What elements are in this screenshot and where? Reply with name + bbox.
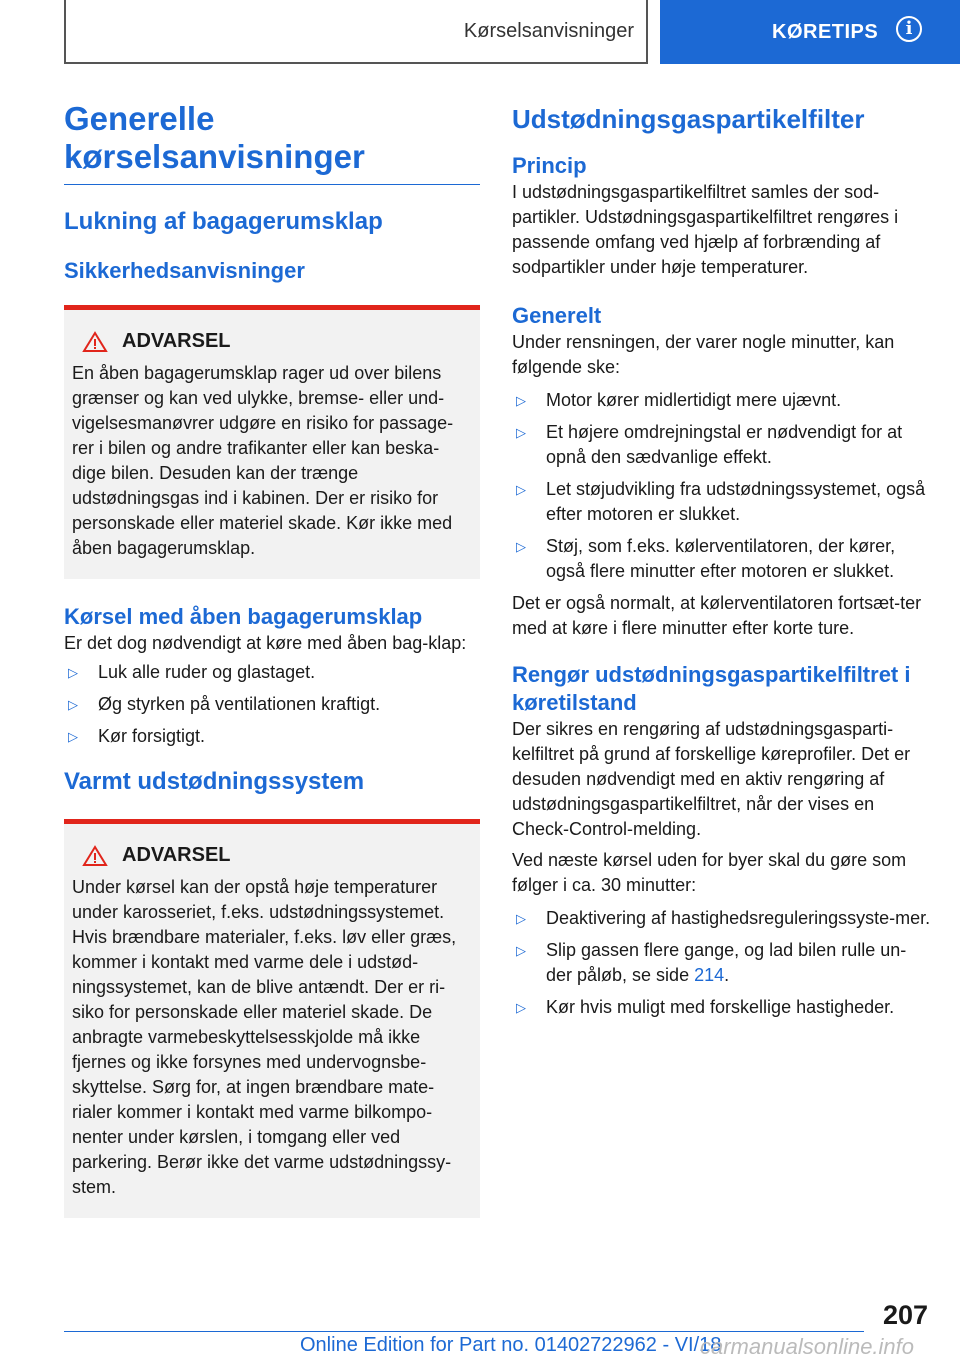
triangle-bullet-icon: ▷	[516, 911, 526, 926]
page-reference-link[interactable]: 214	[694, 965, 725, 985]
list-item: ▷ Et højere omdrejningstal er nødvendigt for at opnå den sædvanlige effekt.	[512, 420, 932, 470]
warning-label: ADVARSEL	[122, 330, 231, 352]
left-column	[64, 100, 480, 1218]
right-column	[512, 100, 932, 1027]
heading-rengor: Rengør udstødningsgaspartikelfiltret i køretilstand	[512, 662, 911, 715]
list-item: ▷ Deaktivering af hastighedsreguleringssyste-mer.	[512, 906, 932, 931]
heading-princip: Princip	[512, 153, 587, 178]
footer-rule	[64, 1331, 864, 1332]
triangle-bullet-icon: ▷	[516, 943, 526, 958]
bullet-list	[64, 660, 480, 749]
paragraph: Under rensningen, der varer nogle minutter, kan følgende ske:	[512, 332, 895, 377]
triangle-bullet-icon: ▷	[516, 482, 526, 497]
triangle-bullet-icon: ▷	[68, 729, 78, 744]
heading-filter: Udstødningsgaspartikelfilter	[512, 104, 865, 134]
list-item: ▷ Øg styrken på ventilationen kraftigt.	[64, 692, 480, 717]
footer-edition: Online Edition for Part no. 01402722962 - VI/18	[300, 1334, 722, 1356]
warning-header	[72, 330, 470, 353]
warning-triangle-icon	[82, 331, 108, 353]
triangle-bullet-icon: ▷	[516, 393, 526, 408]
paragraph: Ved næste kørsel uden for byer skal du gøre som følger i ca. 30 minutter:	[512, 850, 907, 895]
warning-text: En åben bagagerumsklap rager ud over bilens grænser og kan ved ulykke, bremse- eller und-vigelsesmanøvrer udgøre en risiko for passage-rer i bilen og andre trafikanter eller kan beska-dige bilen. Desuden kan der trænge udstødningsgas ind i kabinen. Der er risiko for personskade eller materiel skade. Kør ikke med åben bagagerumsklap.	[72, 363, 454, 558]
triangle-bullet-icon: ▷	[516, 425, 526, 440]
watermark: carmanualsonline.info	[700, 1334, 915, 1359]
header-chapter-title: KØRETIPS	[772, 20, 879, 43]
triangle-bullet-icon: ▷	[68, 697, 78, 712]
triangle-bullet-icon: ▷	[516, 539, 526, 554]
triangle-bullet-icon: ▷	[68, 665, 78, 680]
list-item: ▷ Let støjudvikling fra udstødningssystemet, også efter motoren er slukket.	[512, 477, 932, 527]
list-item: ▷ Kør forsigtigt.	[64, 724, 480, 749]
list-item: ▷ Slip gassen flere gange, og lad bilen rulle un-der påløb, se side 214.	[512, 938, 932, 988]
heading-korsel: Kørsel med åben bagagerumsklap	[64, 604, 423, 629]
info-icon[interactable]: i	[896, 16, 922, 42]
warning-text: Under kørsel kan der opstå høje temperaturer under karosseriet, f.eks. udstødningssystemet. Hvis brændbare materialer, f.eks. løv eller græs, kommer i kontakt med varme dele i udstød-ningssystemet, kan de blive antændt. Der er ri-siko for personskade eller materiel skade. De anbragte varmebeskyttelsesskjolde må ikke fjernes og ikke forsynes med undervognsbe-skyttelse. Sørg for, at ingen brændbare mate-rialer kommer i kontakt med varme bilkompo-nenter under kørslen, i tomgang eller ved parkering. Berør ikke det varme udstødningssy-stem.	[72, 877, 457, 1197]
paragraph: Det er også normalt, at kølerventilatoren fortsæt-ter med at køre i flere minutter efter korte ture.	[512, 593, 922, 638]
heading-sikkerhed: Sikkerhedsanvisninger	[64, 258, 305, 283]
list-item: ▷ Motor kører midlertidigt mere ujævnt.	[512, 388, 932, 413]
paragraph: Der sikres en rengøring af udstødningsgasparti-kelfiltret på grund af forskellige køreprofiler. Det er desuden nødvendigt med en aktiv rengøring af udstødningsgaspartikelfiltret, når der vises en Check-Control-melding.	[512, 719, 911, 839]
warning-box-1	[64, 305, 480, 579]
warning-label: ADVARSEL	[122, 844, 231, 866]
warning-header	[72, 844, 470, 867]
bullet-list	[512, 388, 932, 584]
triangle-bullet-icon: ▷	[516, 1000, 526, 1015]
paragraph: Er det dog nødvendigt at køre med åben bag-klap:	[64, 633, 467, 653]
page-title: Generelle kørselsanvisninger	[64, 100, 480, 185]
list-item: ▷ Kør hvis muligt med forskellige hastigheder.	[512, 995, 932, 1020]
header-section-title: Kørselsanvisninger	[463, 19, 634, 42]
page-number: 207	[882, 1300, 928, 1330]
warning-triangle-icon	[82, 845, 108, 867]
heading-lukning: Lukning af bagagerumsklap	[64, 208, 383, 235]
warning-box-2	[64, 819, 480, 1218]
heading-generelt: Generelt	[512, 303, 602, 328]
paragraph: I udstødningsgaspartikelfiltret samles der sod-partikler. Udstødningsgaspartikelfiltret rengøres i passende omfang ved hjælp af forbrænding af sodpartikler under høje temperaturer.	[512, 182, 899, 277]
header-section	[64, 0, 648, 64]
list-item: ▷ Støj, som f.eks. kølerventilatoren, der kører, også flere minutter efter motoren er slukket.	[512, 534, 932, 584]
bullet-list	[512, 906, 932, 1020]
list-item: ▷ Luk alle ruder og glastaget.	[64, 660, 480, 685]
heading-varmt: Varmt udstødningssystem	[64, 768, 365, 795]
